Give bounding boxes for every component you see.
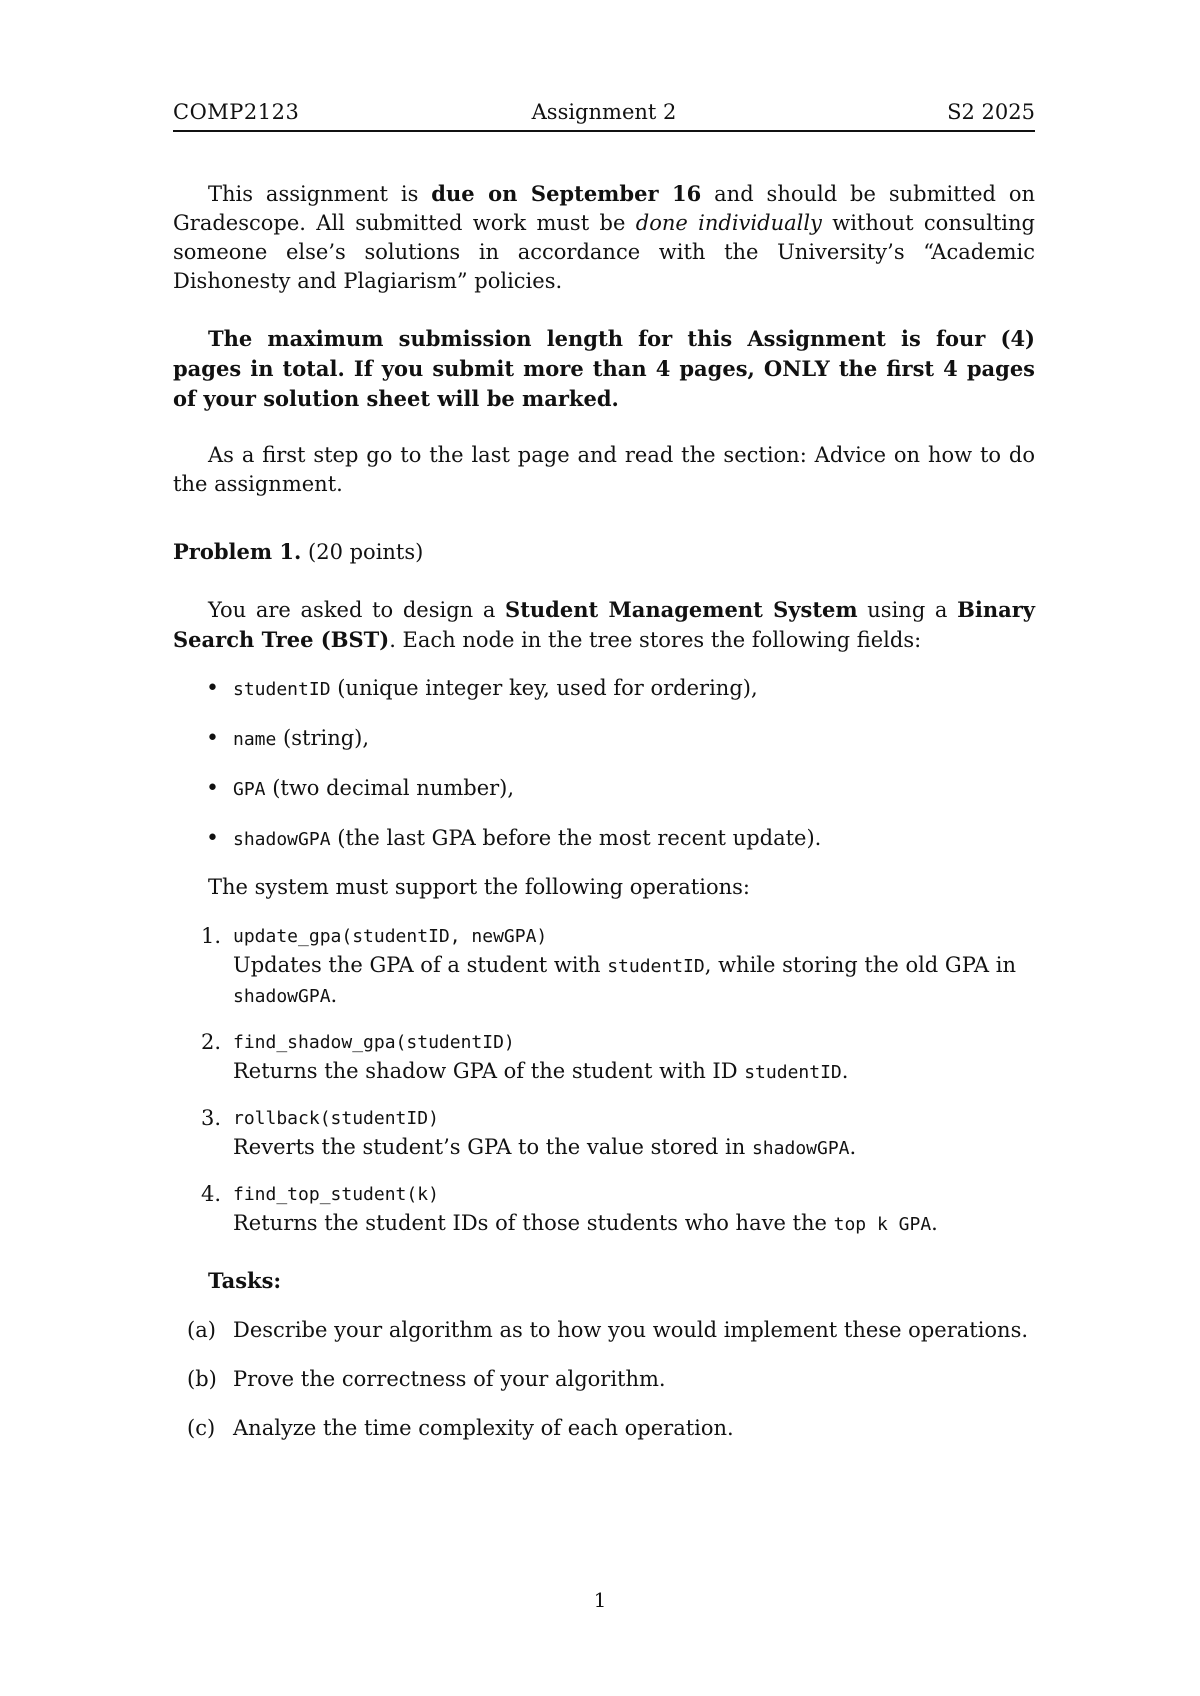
op-desc-text: Returns the shadow GPA of the student with ID bbox=[233, 1059, 745, 1083]
intro-text: without consulting someone else’s solutions in accordance with the University’s “Academic Dishonesty and Plagiarism” policies. bbox=[173, 211, 1035, 293]
op-desc-text: . bbox=[841, 1059, 849, 1083]
field-desc: (unique integer key, used for ordering), bbox=[330, 676, 758, 700]
field-desc: (the last GPA before the most recent update). bbox=[330, 826, 822, 850]
op-description bbox=[233, 1209, 1035, 1239]
field-code: GPA bbox=[233, 779, 266, 800]
list-item bbox=[173, 1316, 1035, 1345]
field-desc: (string), bbox=[276, 726, 370, 750]
op-desc-text: . bbox=[330, 983, 338, 1007]
list-item bbox=[173, 1104, 1035, 1163]
op-desc-code: studentID bbox=[607, 956, 705, 977]
op-desc-code: shadowGPA bbox=[751, 1138, 850, 1159]
intro-text: and should be submitted on Gradescope. All submitted work must be bbox=[173, 182, 1036, 235]
op-signature: find_shadow_gpa(studentID) bbox=[233, 1032, 515, 1053]
desc-text: . Each node in the tree stores the following fields: bbox=[389, 628, 922, 652]
op-desc-text: Updates the GPA of a student with bbox=[233, 953, 608, 977]
header-title: Assignment 2 bbox=[531, 100, 677, 124]
problem-label: Problem 1. bbox=[173, 539, 302, 564]
list-item bbox=[173, 774, 1035, 804]
op-desc-text: Returns the student IDs of those students who have the bbox=[233, 1211, 834, 1235]
task-text: Analyze the time complexity of each operation. bbox=[233, 1416, 734, 1440]
problem-heading bbox=[173, 537, 1035, 567]
op-desc-code: top k GPA bbox=[833, 1214, 932, 1235]
field-desc: (two decimal number), bbox=[265, 776, 515, 800]
op-desc-text: Reverts the student’s GPA to the value stored in bbox=[233, 1135, 752, 1159]
op-description bbox=[233, 1057, 1035, 1087]
list-item bbox=[173, 1365, 1035, 1394]
advice-text: As a first step go to the last page and read the section: Advice on how to do the assignment. bbox=[173, 443, 1035, 496]
operations-intro-text: The system must support the following operations: bbox=[208, 875, 750, 899]
task-number: (b) bbox=[187, 1367, 217, 1391]
op-signature: update_gpa(studentID, newGPA) bbox=[233, 926, 548, 947]
list-item bbox=[173, 674, 1035, 704]
op-number: 3. bbox=[201, 1106, 222, 1130]
intro-text: This assignment is bbox=[208, 182, 432, 206]
op-description bbox=[233, 951, 1035, 1011]
list-item bbox=[173, 1180, 1035, 1239]
header-course: COMP2123 bbox=[173, 100, 300, 124]
page-header bbox=[173, 96, 1035, 132]
header-term: S2 2025 bbox=[947, 100, 1035, 124]
field-code: name bbox=[233, 729, 277, 750]
operations-intro bbox=[173, 873, 1035, 902]
problem-points: (20 points) bbox=[301, 540, 424, 564]
op-desc-code: studentID bbox=[744, 1062, 842, 1083]
page-number: 1 bbox=[593, 1588, 607, 1612]
op-number: 4. bbox=[201, 1182, 222, 1206]
bst-term: Binary Search Tree (BST) bbox=[173, 597, 1035, 652]
tasks-label: Tasks: bbox=[208, 1268, 282, 1293]
list-item bbox=[173, 1028, 1035, 1087]
desc-text: using a bbox=[857, 598, 958, 622]
operations-list bbox=[173, 922, 1035, 1256]
op-number: 1. bbox=[201, 924, 222, 948]
advice-paragraph bbox=[173, 441, 1035, 499]
length-warning-text: The maximum submission length for this Assignment is four (4) pages in total. If you submit more than 4 pages, ONLY the first 4 pages of your solution sheet will be marked. bbox=[173, 326, 1035, 411]
op-desc-text: . bbox=[849, 1135, 857, 1159]
op-desc-text: , while storing the old GPA in bbox=[704, 953, 1016, 977]
op-signature: rollback(studentID) bbox=[233, 1108, 439, 1129]
field-code: shadowGPA bbox=[233, 829, 331, 850]
list-item bbox=[173, 724, 1035, 754]
op-desc-code: shadowGPA bbox=[233, 986, 331, 1007]
op-signature: find_top_student(k) bbox=[233, 1184, 439, 1205]
task-number: (a) bbox=[187, 1318, 216, 1342]
desc-text: You are asked to design a bbox=[208, 598, 506, 622]
sms-term: Student Management System bbox=[505, 597, 858, 622]
length-warning bbox=[173, 324, 1035, 414]
field-list bbox=[173, 674, 1035, 874]
task-number: (c) bbox=[187, 1416, 216, 1440]
field-code: studentID bbox=[233, 679, 331, 700]
list-item bbox=[173, 922, 1035, 1011]
list-item bbox=[173, 824, 1035, 854]
intro-paragraph bbox=[173, 179, 1035, 296]
task-text: Prove the correctness of your algorithm. bbox=[233, 1367, 666, 1391]
task-text: Describe your algorithm as to how you would implement these operations. bbox=[233, 1318, 1029, 1342]
op-number: 2. bbox=[201, 1030, 222, 1054]
tasks-heading bbox=[173, 1266, 1035, 1296]
op-description bbox=[233, 1133, 1035, 1163]
problem-description bbox=[173, 595, 1035, 655]
op-desc-text: . bbox=[931, 1211, 938, 1235]
list-item bbox=[173, 1414, 1035, 1443]
individual-emphasis: done individually bbox=[635, 211, 822, 235]
tasks-list bbox=[173, 1316, 1035, 1463]
due-date: due on September 16 bbox=[431, 181, 702, 206]
